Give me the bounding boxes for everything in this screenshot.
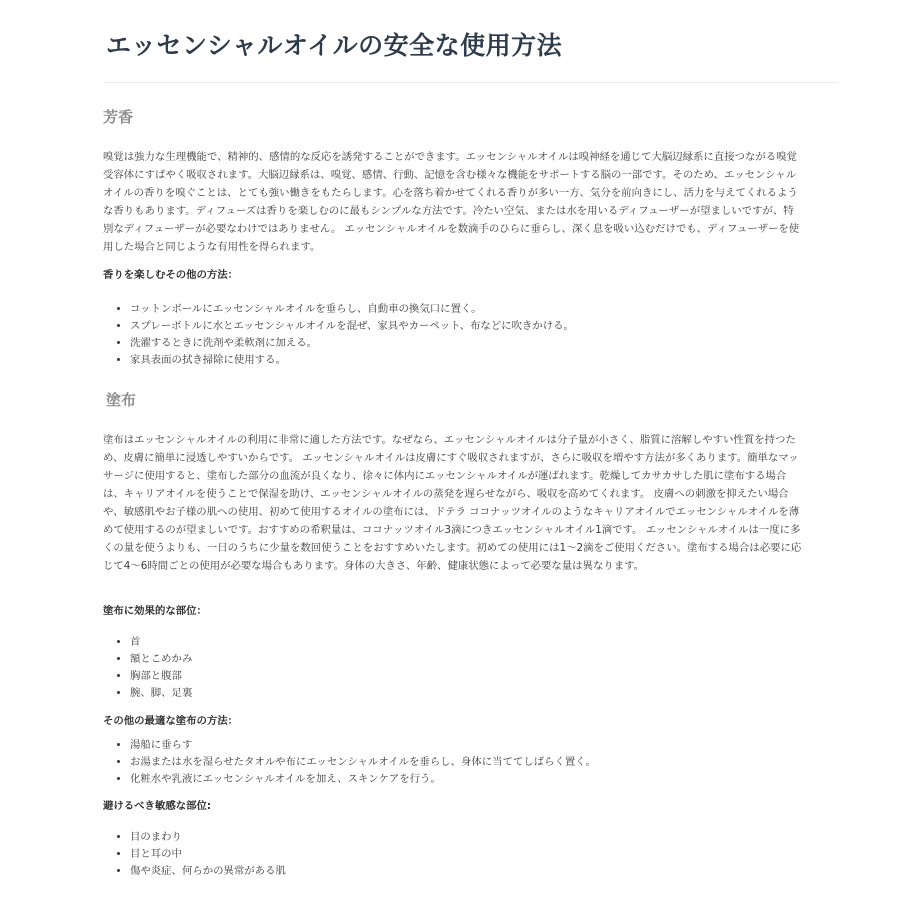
topical-other-methods-list — [103, 737, 596, 788]
list-item: • 傷や炎症、何らかの異常がある肌 — [130, 863, 286, 880]
topical-areas-list — [103, 634, 192, 702]
page-title: エッセンシャルオイルの安全な使用方法 — [106, 31, 563, 60]
aroma-other-methods-heading: 香りを楽しむその他の方法： — [103, 269, 239, 281]
list-item: • 腕、脚、足裏 — [130, 685, 192, 702]
list-item: • 胸部と腹部 — [130, 668, 192, 685]
topical-other-methods-heading: その他の最適な塗布の方法： — [103, 715, 239, 727]
title-divider — [103, 82, 838, 83]
list-item: • 額とこめかみ — [130, 651, 192, 668]
list-item: • コットンボールにエッセンシャルオイルを垂らし、自動車の換気口に置く。 — [130, 301, 574, 318]
list-item: • お湯または水を湿らせたタオルや布にエッセンシャルオイルを垂らし、身体に当ててしばらく置く。 — [130, 754, 596, 771]
list-item: • 洗濯するときに洗剤や柔軟剤に加える。 — [130, 335, 574, 352]
topical-avoid-list — [103, 829, 286, 880]
topical-paragraph: 塗布はエッセンシャルオイルの利用に非常に適した方法です。なぜなら、エッセンシャルオイルは分子量が小さく、脂質に溶解しやすい性質を持つため、皮膚に簡単に浸透しやすいからです。 エッセンシャルオイルは皮膚にすぐ吸収されますが、さらに吸収を増やす方法が多くあります。簡単なマッサージに使用すると、塗布した部分の血流が良くなり、徐々に体内にエッセンシャルオイルが運ばれます。乾燥してカサカサした肌に塗布する場合は、キャリアオイルを使うことで保湿を助け、エッセンシャルオイルの蒸発を遅らせながら、吸収を高めてくれます。 皮膚への刺激を抑えたい場合や、敏感肌やお子様の肌への使用、初めて使用するオイルの塗布には、ドテラ ココナッツオイルのようなキャリアオイルでエッセンシャルオイルを薄めて使用するのが望ましいです。おすすめの希釈量は、ココナッツオイル3滴につきエッセンシャルオイル1滴です。 エッセンシャルオイルは一度に多くの量を使うよりも、一日のうちに少量を数回使うことをおすすめいたします。初めての使用には1〜2滴をご使用ください。塗布する場合は必要に応じて4〜6時間ごとの使用が必要な場合もあります。身体の大きさ、年齢、健康状態によって必要な量は異なります。 — [103, 434, 802, 572]
section-heading-aroma: 芳香 — [103, 108, 134, 126]
list-item: • 目のまわり — [130, 829, 286, 846]
list-item: • スプレーボトルに水とエッセンシャルオイルを混ぜ、家具やカーペット、布などに吹きかける。 — [130, 318, 574, 335]
section-heading-topical: 塗布 — [106, 391, 137, 409]
list-item: • 湯船に垂らす — [130, 737, 596, 754]
list-item: • 目と耳の中 — [130, 846, 286, 863]
aroma-paragraph: 嗅覚は強力な生理機能で、精神的、感情的な反応を誘発することができます。エッセンシャルオイルは嗅神経を通じて大脳辺縁系に直接つながる嗅覚受容体にすばやく吸収されます。大脳辺縁系は、嗅覚、感情、行動、記憶を含む様々な機能をサポートする脳の一部です。そのため、エッセンシャルオイルの香りを嗅ぐことは、とても強い働きをもたらします。心を落ち着かせてくれる香りが多い一方、気分を前向きにし、活力を与えてくれるような香りもあります。ディフューズは香りを楽しむのに最もシンプルな方法です。冷たい空気、または水を用いるディフューザーが望ましいですが、特別なディフューザーが必要なわけではありません。 エッセンシャルオイルを数滴手のひらに垂らし、深く息を吸い込むだけでも、ディフューザーを使用した場合と同じような有用性を得られます。 — [103, 151, 800, 253]
list-item: • 化粧水や乳液にエッセンシャルオイルを加え、スキンケアを行う。 — [130, 771, 596, 788]
aroma-other-methods-list — [103, 301, 574, 369]
topical-avoid-heading: 避けるべき敏感な部位: — [103, 800, 212, 812]
topical-areas-heading: 塗布に効果的な部位： — [103, 605, 207, 617]
list-item: • 家具表面の拭き掃除に使用する。 — [130, 352, 574, 369]
list-item: • 首 — [130, 634, 192, 651]
